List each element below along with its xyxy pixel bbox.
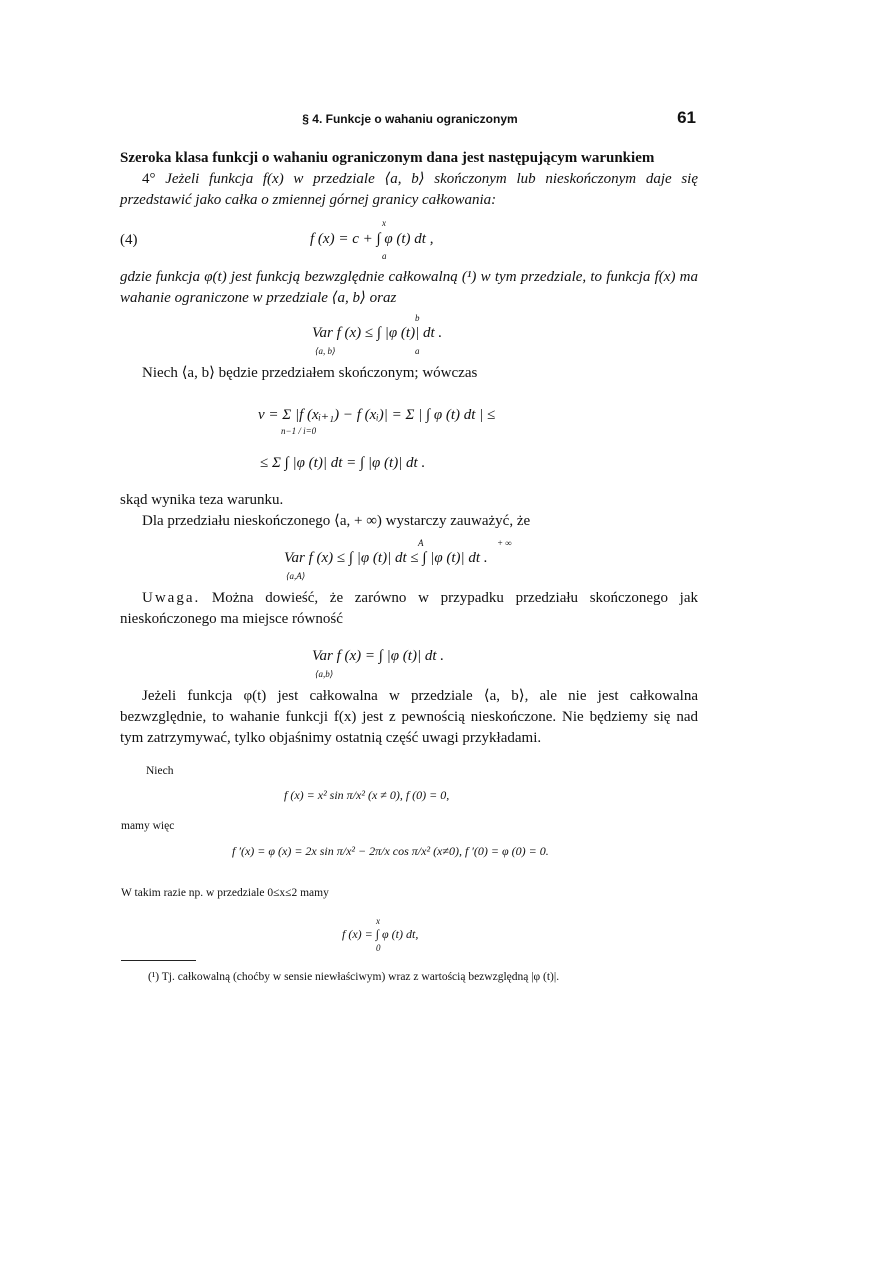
example-interval-line: W takim razie np. w przedziale 0≤x≤2 mamy [121, 887, 329, 899]
integrable-paragraph: Jeżeli funkcja φ(t) jest całkowalna w przedziale ⟨a, b⟩, ale nie jest całkowalna bezwzględnie, to wahanie funkcji f(x) jest z pewnością nieskończone. Nie będziemy się nad tym zatrzymywać, tylko objaśnimy ostatnią część uwagi przykładami. [120, 688, 698, 746]
condition-number: 4° [142, 171, 156, 187]
niech-paragraph: Niech ⟨a, b⟩ będzie przedziałem skończonym; wówczas [142, 365, 478, 381]
page-number: 61 [677, 108, 696, 127]
infinite-interval-paragraph: Dla przedziału nieskończonego ⟨a, + ∞) wystarczy zauważyć, że [142, 513, 531, 529]
variation-inequality-1: Var f (x) ≤ ∫ |φ (t)| dt . [312, 325, 443, 341]
var2-upper-limit-1: A [418, 538, 424, 548]
remark-label: Uwaga. [142, 590, 201, 606]
example-integral: f (x) = ∫ φ (t) dt, [342, 927, 419, 941]
var2-subscript: ⟨a,A⟩ [286, 571, 306, 581]
example-intro: Niech [146, 765, 174, 777]
sum1-index: n−1 / i=0 [281, 426, 317, 436]
eq4-upper-limit: x [382, 218, 386, 228]
sum-inequality-1: v = Σ |f (xᵢ₊₁) − f (xᵢ)| = Σ | ∫ φ (t) dt | ≤ [258, 407, 496, 423]
eq4-lower-limit: a [382, 251, 387, 261]
variation-inequality-2: Var f (x) ≤ ∫ |φ (t)| dt ≤ ∫ |φ (t)| dt . [284, 550, 488, 566]
mamy-wiec-line: mamy więc [121, 820, 175, 832]
footnote: (¹) Tj. całkowalną (choćby w sensie niewłaściwym) wraz z wartością bezwzględną |φ (t)|. [148, 971, 560, 983]
sum-inequality-2: ≤ Σ ∫ |φ (t)| dt = ∫ |φ (t)| dt . [260, 455, 426, 471]
var1-subscript: ⟨a, b⟩ [315, 346, 336, 356]
ex3-upper-limit: x [376, 916, 380, 926]
equation-4-label: (4) [120, 232, 138, 248]
var1-lower-limit: a [415, 346, 420, 356]
condition-text: Jeżeli funkcja f(x) w przedziale ⟨a, b⟩ skończonym lub nieskończonym daje się przedstawić jako całka o zmiennej górnej granicy całkowania: [120, 171, 698, 208]
condition-continuation: gdzie funkcja φ(t) jest funkcją bezwzględnie całkowalną (¹) w tym przedziale, to funkcja f(x) ma wahanie ograniczone w przedziale ⟨a, b⟩ oraz [120, 269, 698, 306]
conclusion-line: skąd wynika teza warunku. [120, 492, 284, 508]
ex3-lower-limit: 0 [376, 943, 381, 953]
variation-equality: Var f (x) = ∫ |φ (t)| dt . [312, 648, 445, 664]
footnote-rule [121, 960, 196, 961]
equation-4: f (x) = c + ∫ φ (t) dt , [310, 231, 434, 247]
remark-text: Można dowieść, że zarówno w przypadku przedziału skończonego jak nieskończonego ma miejsce równość [120, 590, 698, 627]
example-derivative: f ′(x) = φ (x) = 2x sin π/x² − 2π/x cos π/x² (x≠0), f ′(0) = φ (0) = 0. [232, 844, 549, 858]
var1-upper-limit: b [415, 313, 420, 323]
var3-subscript: ⟨a,b⟩ [315, 669, 334, 679]
running-head: § 4. Funkcje o wahaniu ograniczonym [302, 112, 518, 126]
condition-paragraph [120, 169, 698, 211]
var2-upper-limit-2: + ∞ [497, 538, 512, 548]
page-header [120, 110, 700, 132]
remark-paragraph [120, 588, 698, 630]
intro-paragraph: Szeroka klasa funkcji o wahaniu ograniczonym dana jest następującym warunkiem [120, 150, 655, 166]
example-function: f (x) = x² sin π/x² (x ≠ 0), f (0) = 0, [284, 788, 450, 802]
